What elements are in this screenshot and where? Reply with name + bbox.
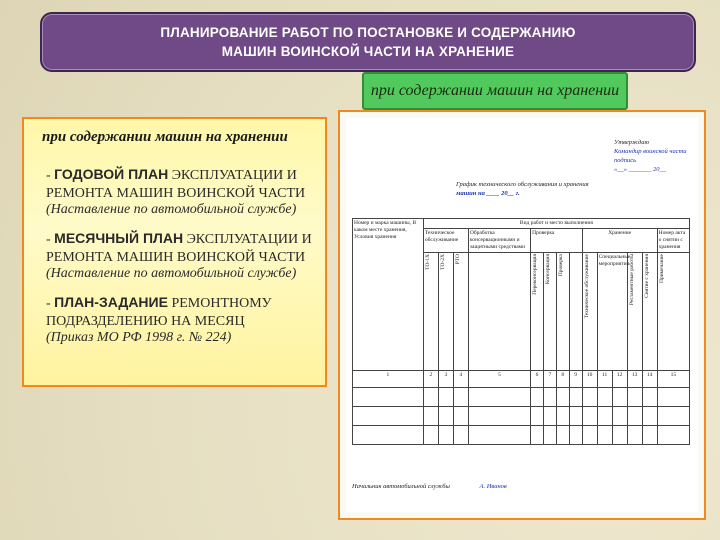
approval-line: «__» _______ 20__ (614, 166, 666, 173)
col-number: 1 (353, 371, 424, 388)
plan-item-monthly-note: (Наставление по автомобильной службе) (46, 266, 297, 281)
col-number: 13 (627, 371, 642, 388)
footer-label: Начальник автомобильной службы (352, 483, 450, 490)
col-number: 5 (468, 371, 530, 388)
vertical-label: РТО (454, 254, 461, 265)
col-number: 8 (556, 371, 569, 388)
vcol (531, 253, 544, 371)
header-to: Техническое обслуживание (423, 229, 468, 253)
vertical-label: Снятие с хранения (643, 254, 650, 298)
vcol (423, 253, 438, 371)
vcol (468, 253, 530, 371)
col-number: 6 (531, 371, 544, 388)
header-col1: Номер и марка машины, В каком месте хранения, Условия хранения (353, 219, 424, 371)
vertical-label: Техническое обслуживание (583, 254, 590, 319)
vcol (543, 253, 556, 371)
vcol (642, 253, 657, 371)
approval-block (614, 138, 692, 174)
vertical-label: ТО-1Х (424, 254, 431, 270)
header-storage: Хранение (582, 229, 657, 253)
vertical-label: Переконсервация (532, 254, 539, 295)
document-title (456, 180, 606, 198)
plan-item-annual-title: ГОДОВОЙ ПЛАН (54, 166, 169, 182)
schedule-document (346, 118, 698, 512)
vertical-label: Проверка (557, 254, 564, 277)
plan-item-monthly-title: МЕСЯЧНЫЙ ПЛАН (54, 230, 184, 246)
vcol (569, 253, 582, 371)
slide-title-line1: ПЛАНИРОВАНИЕ РАБОТ ПО ПОСТАНОВКЕ И СОДЕРЖАНИЮ (160, 25, 576, 40)
table-row (353, 388, 690, 407)
approval-line: Утверждаю (614, 139, 650, 146)
header-processing: Обработка консервационными и защитными средствами (468, 229, 530, 253)
column-numbers-row (353, 371, 690, 388)
approval-line: Командир воинской части (614, 148, 687, 155)
plan-item-annual-note: (Наставление по автомобильной службе) (46, 202, 297, 217)
plan-item-task-note: (Приказ МО РФ 1998 г. № 224) (46, 330, 232, 345)
col-number: 12 (612, 371, 627, 388)
table-row (353, 426, 690, 445)
plan-item-monthly-desc: ЭКСПЛУАТАЦИИ И РЕМОНТА МАШИН ВОИНСКОЙ ЧАСТИ (46, 232, 312, 265)
col-number: 11 (597, 371, 612, 388)
plan-item-monthly (46, 230, 313, 282)
left-panel-heading: при содержании машин на хранении (42, 129, 288, 145)
vertical-label: ТО-2Х (439, 254, 446, 270)
plan-item-annual (46, 166, 313, 218)
table-row (353, 407, 690, 426)
plan-item-task-desc: РЕМОНТНОМУ ПОДРАЗДЕЛЕНИЮ НА МЕСЯЦ (46, 296, 272, 329)
vertical-label: Регламентные работы (628, 254, 635, 306)
approval-line: подпись (614, 157, 637, 164)
vertical-label: Примечание (658, 254, 665, 283)
col-number: 9 (569, 371, 582, 388)
col-number: 2 (423, 371, 438, 388)
slide-title-line2: МАШИН ВОИНСКОЙ ЧАСТИ НА ХРАНЕНИЕ (221, 44, 515, 59)
dash: - (46, 232, 55, 247)
dash: - (46, 168, 55, 183)
vcol (657, 253, 689, 371)
header-group: Вид работ и место выполнения (423, 219, 689, 229)
header-check: Проверка (531, 229, 583, 253)
document-footer (352, 483, 507, 490)
subtitle-box: при содержании машин на хранении (362, 72, 628, 110)
vcol (453, 253, 468, 371)
document-title-line: График технического обслуживания и хранения (456, 181, 589, 188)
col-number: 10 (582, 371, 597, 388)
document-title-line2: машин на ____ 20__ г. (456, 190, 520, 197)
header-special: Специальные мероприятия (597, 253, 627, 371)
vcol (438, 253, 453, 371)
col-number: 4 (453, 371, 468, 388)
schedule-table (352, 218, 690, 445)
vcol (627, 253, 642, 371)
slide-title-banner (40, 12, 696, 72)
col-number: 3 (438, 371, 453, 388)
footer-signature: А. Иванов (479, 483, 507, 490)
vertical-label: Консервация (544, 254, 551, 285)
vcol (556, 253, 569, 371)
dash: - (46, 296, 55, 311)
plan-item-annual-desc: ЭКСПЛУАТАЦИИ И РЕМОНТА МАШИН ВОИНСКОЙ ЧАСТИ (46, 168, 306, 201)
left-panel (22, 117, 327, 387)
plan-item-task (46, 294, 313, 346)
header-act: Номер акта о снятии с хранения (657, 229, 689, 253)
col-number: 15 (657, 371, 689, 388)
vcol (582, 253, 597, 371)
col-number: 14 (642, 371, 657, 388)
col-number: 7 (543, 371, 556, 388)
document-panel (338, 110, 706, 520)
plan-item-task-title: ПЛАН-ЗАДАНИЕ (54, 294, 168, 310)
